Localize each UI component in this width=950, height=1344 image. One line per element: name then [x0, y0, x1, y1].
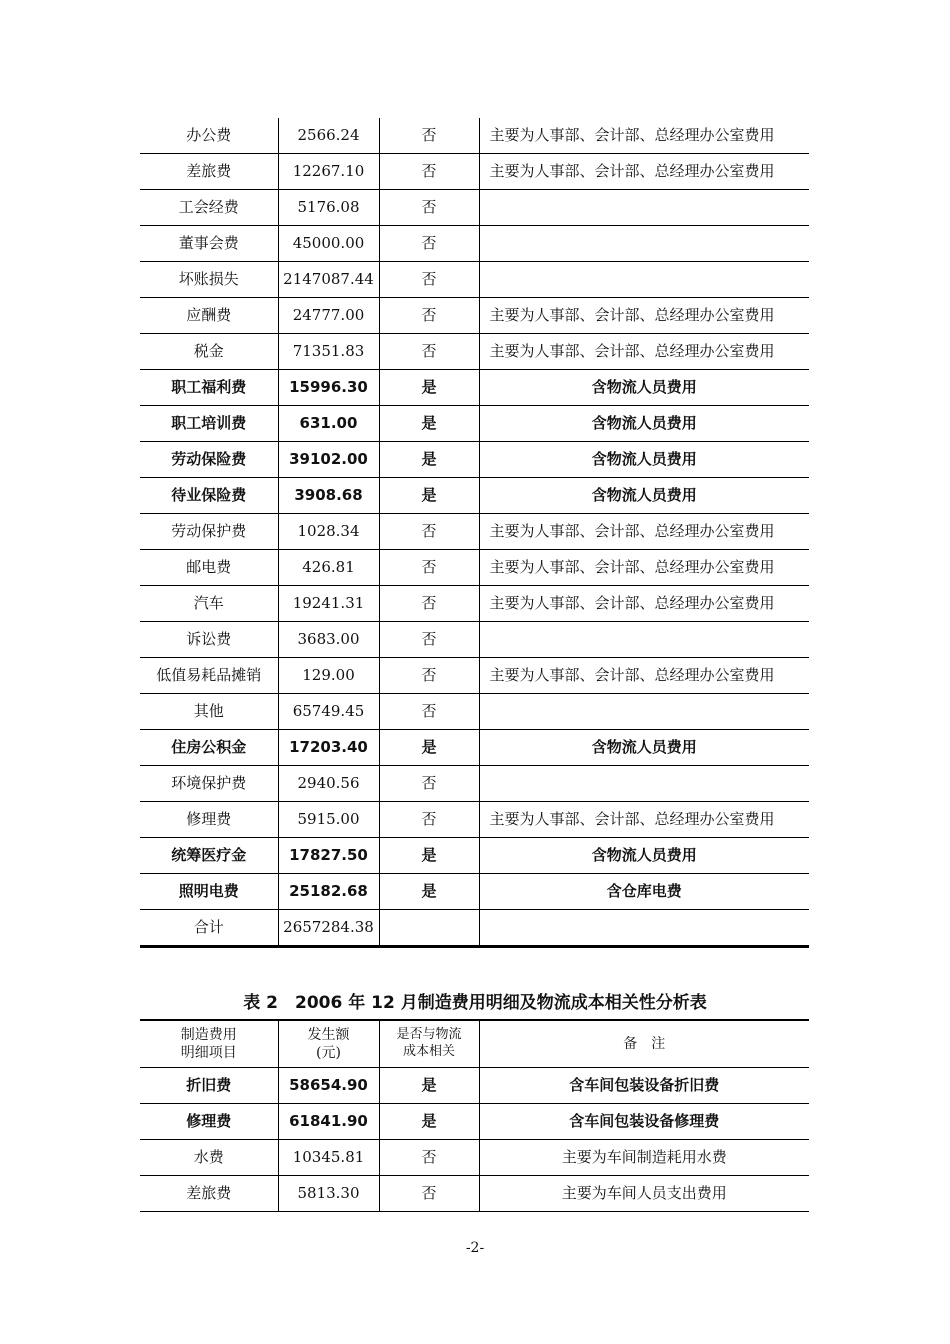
header-note-cell: 备 注: [479, 1020, 809, 1068]
note-cell: [479, 262, 809, 298]
related-cell: 是: [379, 730, 479, 766]
item-cell: 应酬费: [140, 298, 278, 334]
note-cell: 含物流人员费用: [479, 442, 809, 478]
related-cell: 是: [379, 1104, 479, 1140]
expense-table-body: [140, 118, 809, 947]
table-row: [140, 694, 809, 730]
item-cell: 邮电费: [140, 550, 278, 586]
manufacturing-table-body: [140, 1020, 809, 1212]
item-cell: 职工福利费: [140, 370, 278, 406]
note-cell: 主要为车间制造耗用水费: [479, 1140, 809, 1176]
note-cell: 主要为人事部、会计部、总经理办公室费用: [479, 586, 809, 622]
item-cell: 劳动保护费: [140, 514, 278, 550]
amount-cell: 5915.00: [278, 802, 379, 838]
note-cell: 主要为车间人员支出费用: [479, 1176, 809, 1212]
table-row: [140, 1140, 809, 1176]
table-row: [140, 550, 809, 586]
related-cell: 是: [379, 442, 479, 478]
table2-header-row: [140, 1020, 809, 1068]
related-cell: 否: [379, 550, 479, 586]
table2-caption: 表 2 2006 年 12 月制造费用明细及物流成本相关性分析表: [243, 993, 707, 1013]
note-cell: 含车间包装设备折旧费: [479, 1068, 809, 1104]
total-amount-cell: 2657284.38: [278, 910, 379, 947]
item-cell: 坏账损失: [140, 262, 278, 298]
amount-cell: 5176.08: [278, 190, 379, 226]
amount-cell: 426.81: [278, 550, 379, 586]
amount-cell: 65749.45: [278, 694, 379, 730]
related-cell: 否: [379, 766, 479, 802]
amount-cell: 39102.00: [278, 442, 379, 478]
item-cell: 待业保险费: [140, 478, 278, 514]
table-row: [140, 838, 809, 874]
related-cell: 否: [379, 514, 479, 550]
note-cell: 含物流人员费用: [479, 406, 809, 442]
note-cell: 主要为人事部、会计部、总经理办公室费用: [479, 334, 809, 370]
related-cell: 是: [379, 874, 479, 910]
related-cell: 否: [379, 262, 479, 298]
item-cell: 统筹医疗金: [140, 838, 278, 874]
item-cell: 汽车: [140, 586, 278, 622]
amount-cell: 17203.40: [278, 730, 379, 766]
table-row: [140, 334, 809, 370]
table-row: [140, 370, 809, 406]
related-cell: 是: [379, 406, 479, 442]
amount-cell: 631.00: [278, 406, 379, 442]
item-cell: 税金: [140, 334, 278, 370]
amount-cell: 1028.34: [278, 514, 379, 550]
note-cell: [479, 766, 809, 802]
item-cell: 办公费: [140, 118, 278, 154]
amount-cell: 61841.90: [278, 1104, 379, 1140]
related-cell: 是: [379, 478, 479, 514]
amount-cell: 2147087.44: [278, 262, 379, 298]
table-row: [140, 874, 809, 910]
related-cell: 否: [379, 226, 479, 262]
table-row: [140, 658, 809, 694]
amount-cell: 24777.00: [278, 298, 379, 334]
note-cell: [479, 226, 809, 262]
item-cell: 低值易耗品摊销: [140, 658, 278, 694]
expense-table-continued: [140, 118, 809, 948]
table-row: [140, 586, 809, 622]
table-row: [140, 442, 809, 478]
amount-cell: 3908.68: [278, 478, 379, 514]
related-cell: 否: [379, 334, 479, 370]
note-cell: 主要为人事部、会计部、总经理办公室费用: [479, 118, 809, 154]
item-cell: 水费: [140, 1140, 278, 1176]
total-label-cell: 合计: [140, 910, 278, 947]
note-cell: 含车间包装设备修理费: [479, 1104, 809, 1140]
header-item-cell: [140, 1020, 278, 1068]
note-cell: 主要为人事部、会计部、总经理办公室费用: [479, 154, 809, 190]
total-row: [140, 910, 809, 947]
amount-cell: 3683.00: [278, 622, 379, 658]
amount-cell: 129.00: [278, 658, 379, 694]
amount-cell: 2940.56: [278, 766, 379, 802]
total-note-cell: [479, 910, 809, 947]
header-related-cell: [379, 1020, 479, 1068]
item-cell: 其他: [140, 694, 278, 730]
table-row: [140, 802, 809, 838]
item-cell: 折旧费: [140, 1068, 278, 1104]
related-cell: 否: [379, 1140, 479, 1176]
amount-cell: 15996.30: [278, 370, 379, 406]
table-row: [140, 766, 809, 802]
related-cell: 否: [379, 586, 479, 622]
related-cell: 是: [379, 838, 479, 874]
related-cell: 否: [379, 1176, 479, 1212]
note-cell: 含物流人员费用: [479, 478, 809, 514]
header-amount-line1: 发生额: [307, 1026, 350, 1043]
note-cell: [479, 622, 809, 658]
related-cell: 否: [379, 622, 479, 658]
note-cell: 主要为人事部、会计部、总经理办公室费用: [479, 550, 809, 586]
item-cell: 职工培训费: [140, 406, 278, 442]
note-cell: 主要为人事部、会计部、总经理办公室费用: [479, 802, 809, 838]
item-cell: 修理费: [140, 1104, 278, 1140]
table-row: [140, 1068, 809, 1104]
item-cell: 工会经费: [140, 190, 278, 226]
related-cell: 否: [379, 658, 479, 694]
table-row: [140, 298, 809, 334]
related-cell: 是: [379, 1068, 479, 1104]
manufacturing-expense-table: [140, 1019, 809, 1212]
table-row: [140, 154, 809, 190]
amount-cell: 10345.81: [278, 1140, 379, 1176]
amount-cell: 17827.50: [278, 838, 379, 874]
note-cell: 含物流人员费用: [479, 370, 809, 406]
table-row: [140, 262, 809, 298]
header-related-line1: 是否与物流: [396, 1027, 462, 1043]
note-cell: 含物流人员费用: [479, 838, 809, 874]
table-row: [140, 226, 809, 262]
note-cell: [479, 694, 809, 730]
related-cell: 否: [379, 298, 479, 334]
table-row: [140, 118, 809, 154]
amount-cell: 2566.24: [278, 118, 379, 154]
header-item-line1: 制造费用: [180, 1026, 237, 1043]
table-row: [140, 406, 809, 442]
item-cell: 劳动保险费: [140, 442, 278, 478]
item-cell: 照明电费: [140, 874, 278, 910]
table-row: [140, 190, 809, 226]
table-row: [140, 514, 809, 550]
item-cell: 诉讼费: [140, 622, 278, 658]
related-cell: 否: [379, 694, 479, 730]
item-cell: 董事会费: [140, 226, 278, 262]
item-cell: 住房公积金: [140, 730, 278, 766]
table-row: [140, 1104, 809, 1140]
amount-cell: 5813.30: [278, 1176, 379, 1212]
item-cell: 环境保护费: [140, 766, 278, 802]
related-cell: 是: [379, 370, 479, 406]
note-cell: 主要为人事部、会计部、总经理办公室费用: [479, 658, 809, 694]
note-cell: [479, 190, 809, 226]
header-item-line2: 明细项目: [180, 1045, 237, 1061]
header-amount-cell: [278, 1020, 379, 1068]
amount-cell: 19241.31: [278, 586, 379, 622]
header-related-line2: 成本相关: [402, 1044, 455, 1059]
item-cell: 差旅费: [140, 154, 278, 190]
page-number: -2-: [465, 1240, 485, 1256]
item-cell: 修理费: [140, 802, 278, 838]
total-related-cell: [379, 910, 479, 947]
note-cell: 含物流人员费用: [479, 730, 809, 766]
table-row: [140, 730, 809, 766]
table-row: [140, 478, 809, 514]
note-cell: 主要为人事部、会计部、总经理办公室费用: [479, 514, 809, 550]
related-cell: 否: [379, 190, 479, 226]
note-cell: 含仓库电费: [479, 874, 809, 910]
amount-cell: 58654.90: [278, 1068, 379, 1104]
amount-cell: 25182.68: [278, 874, 379, 910]
related-cell: 否: [379, 802, 479, 838]
table-row: [140, 622, 809, 658]
header-amount-line2: (元): [316, 1045, 341, 1061]
note-cell: 主要为人事部、会计部、总经理办公室费用: [479, 298, 809, 334]
related-cell: 否: [379, 118, 479, 154]
related-cell: 否: [379, 154, 479, 190]
table-row: [140, 1176, 809, 1212]
amount-cell: 45000.00: [278, 226, 379, 262]
amount-cell: 12267.10: [278, 154, 379, 190]
amount-cell: 71351.83: [278, 334, 379, 370]
item-cell: 差旅费: [140, 1176, 278, 1212]
